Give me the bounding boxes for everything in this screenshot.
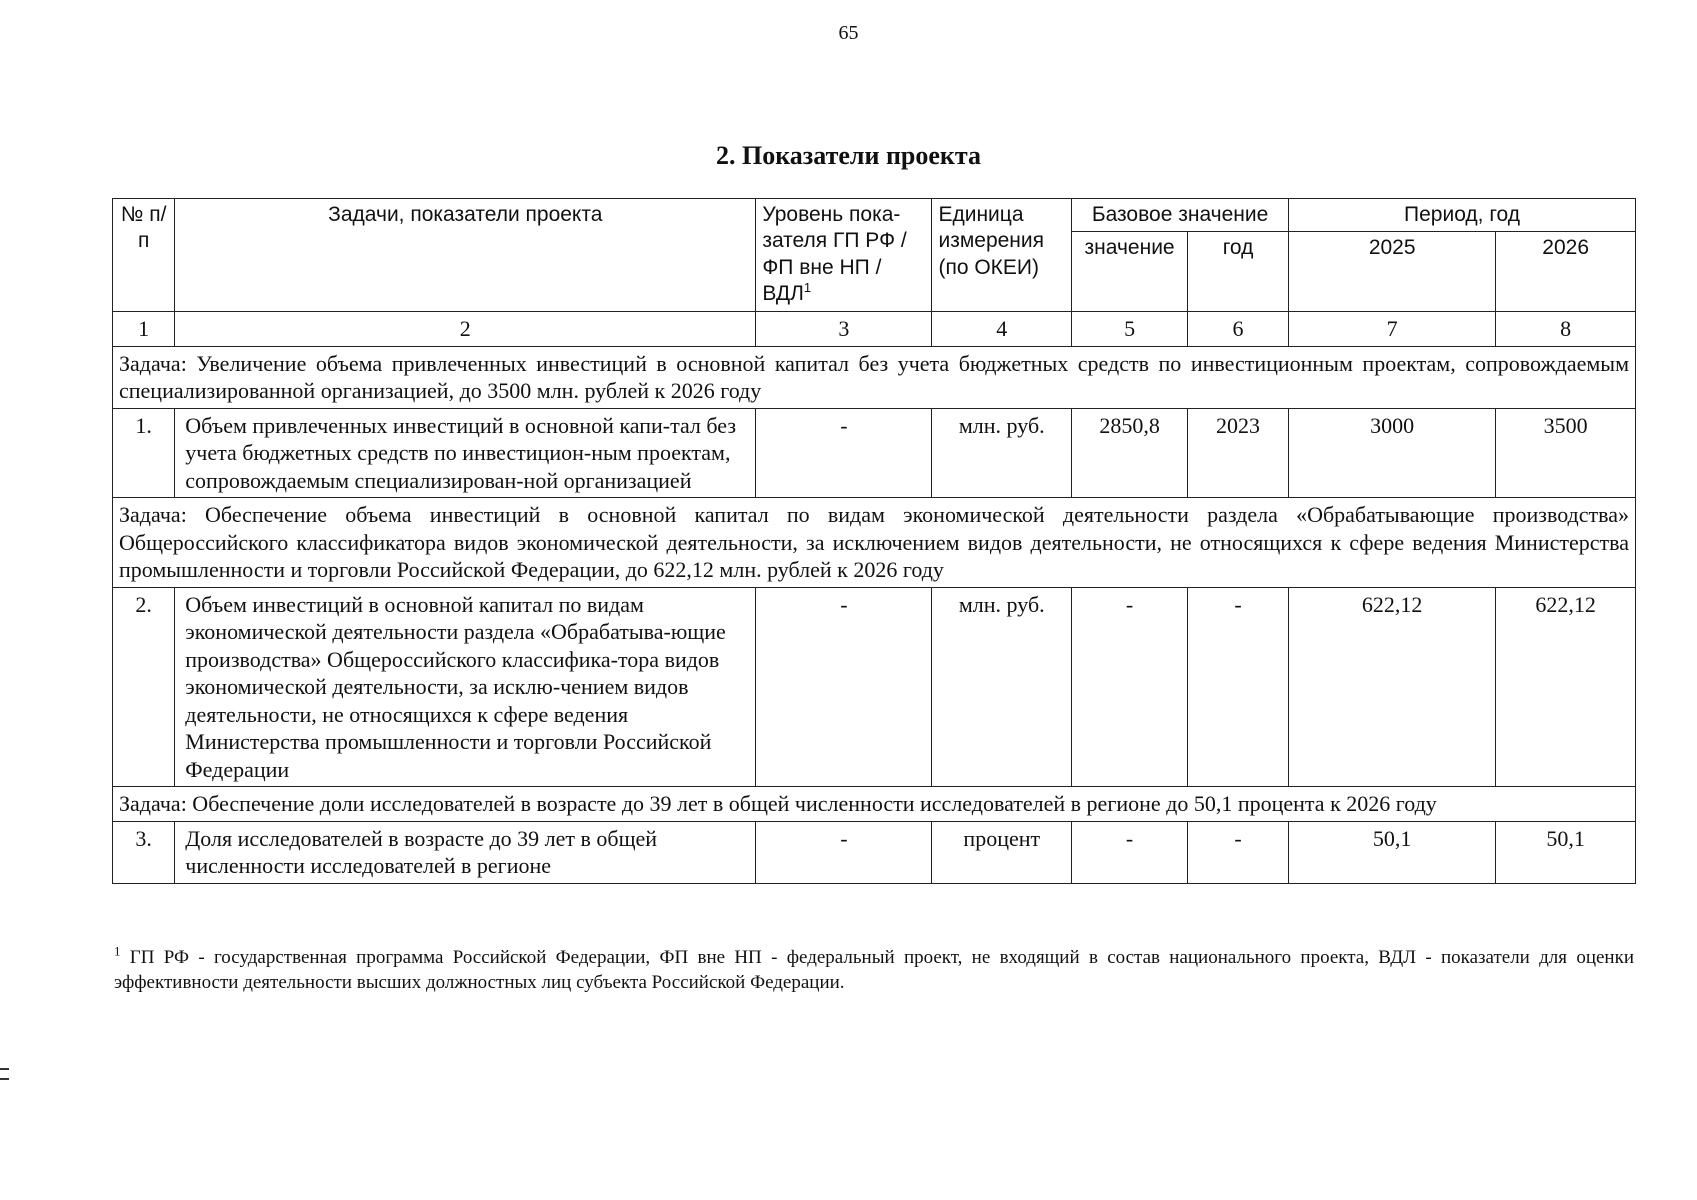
header-level-text: Уровень пока-зателя ГП РФ / ФП вне НП / ВДЛ bbox=[762, 203, 907, 305]
header-base: Базовое значение bbox=[1072, 199, 1289, 232]
column-number: 3 bbox=[756, 312, 932, 347]
indicator-num: 2. bbox=[113, 587, 175, 787]
footnote-marker: 1 bbox=[114, 943, 121, 959]
indicator-unit: млн. руб. bbox=[932, 408, 1072, 498]
header-unit: Единица измерения (по ОКЕИ) bbox=[932, 199, 1072, 312]
column-number: 4 bbox=[932, 312, 1072, 347]
indicator-num: 1. bbox=[113, 408, 175, 498]
indicator-value-2025: 50,1 bbox=[1289, 821, 1496, 883]
indicator-row bbox=[113, 587, 1636, 787]
footnote-text: ГП РФ - государственная программа Российской Федерации, ФП вне НП - федеральный проект, не входящий в состав национального проекта, ВДЛ - показатели для оценки эффективности деятельности высших должностных лиц субъекта Российской Федерации. bbox=[114, 947, 1634, 993]
task-text: Задача: Обеспечение доли исследователей в возрасте до 39 лет в общей численности исследователей в регионе до 50,1 процента к 2026 году bbox=[113, 787, 1636, 822]
indicator-level: - bbox=[756, 587, 932, 787]
indicator-level: - bbox=[756, 821, 932, 883]
header-level bbox=[756, 199, 932, 312]
indicator-row bbox=[113, 821, 1636, 883]
task-row bbox=[113, 787, 1636, 822]
header-period: Период, год bbox=[1289, 199, 1636, 232]
indicator-level: - bbox=[756, 408, 932, 498]
header-year-2026: 2026 bbox=[1496, 232, 1636, 312]
task-row bbox=[113, 346, 1636, 408]
indicator-value-2025: 622,12 bbox=[1289, 587, 1496, 787]
page-number: 65 bbox=[838, 22, 859, 44]
task-text: Задача: Обеспечение объема инвестиций в основной капитал по видам экономической деятельности раздела «Обрабатывающие производства» Общероссийского классификатора видов экономической деятельности, за исключением видов деятельности, не относящихся к сфере ведения Министерства промышленности и торговли Российской Федерации, до 622,12 млн. рублей к 2026 году bbox=[113, 498, 1636, 588]
footnote-ref: 1 bbox=[803, 279, 812, 295]
indicators-table bbox=[112, 198, 1636, 884]
indicator-name: Объем привлеченных инвестиций в основной капи-тал без учета бюджетных средств по инвестицион-ным проектам, сопровождаемым специализирован-ной организацией bbox=[175, 408, 756, 498]
column-number: 2 bbox=[175, 312, 756, 347]
header-base-value: значение bbox=[1072, 232, 1188, 312]
header-base-year: год bbox=[1188, 232, 1289, 312]
indicator-value-2026: 3500 bbox=[1496, 408, 1636, 498]
footnote bbox=[114, 943, 1634, 995]
indicator-value-2025: 3000 bbox=[1289, 408, 1496, 498]
indicator-base-value: - bbox=[1072, 587, 1188, 787]
column-number: 8 bbox=[1496, 312, 1636, 347]
indicator-base-value: 2850,8 bbox=[1072, 408, 1188, 498]
indicator-unit: процент bbox=[932, 821, 1072, 883]
indicator-base-year: - bbox=[1188, 587, 1289, 787]
task-text: Задача: Увеличение объема привлеченных инвестиций в основной капитал без учета бюджетных средств по инвестиционным проектам, сопровождаемым специализированной организацией, до 3500 млн. рублей к 2026 году bbox=[113, 346, 1636, 408]
task-row bbox=[113, 498, 1636, 588]
indicator-name: Доля исследователей в возрасте до 39 лет в общей численности исследователей в регионе bbox=[175, 821, 756, 883]
section-title: 2. Показатели проекта bbox=[715, 141, 981, 170]
header-num: № п/п bbox=[113, 199, 175, 312]
indicator-value-2026: 622,12 bbox=[1496, 587, 1636, 787]
indicator-num: 3. bbox=[113, 821, 175, 883]
column-number: 5 bbox=[1072, 312, 1188, 347]
indicator-base-year: - bbox=[1188, 821, 1289, 883]
column-number: 1 bbox=[113, 312, 175, 347]
header-tasks: Задачи, показатели проекта bbox=[175, 199, 756, 312]
indicator-value-2026: 50,1 bbox=[1496, 821, 1636, 883]
indicator-base-year: 2023 bbox=[1188, 408, 1289, 498]
margin-mark bbox=[0, 1068, 9, 1090]
indicator-unit: млн. руб. bbox=[932, 587, 1072, 787]
indicator-base-value: - bbox=[1072, 821, 1188, 883]
column-number: 6 bbox=[1188, 312, 1289, 347]
header-year-2025: 2025 bbox=[1289, 232, 1496, 312]
column-numbers-row bbox=[113, 312, 1636, 347]
column-number: 7 bbox=[1289, 312, 1496, 347]
indicator-name: Объем инвестиций в основной капитал по видам экономической деятельности раздела «Обрабатыва-ющие производства» Общероссийского классифика-тора видов экономической деятельности, за исклю-чением видов деятельности, не относящихся к сфере ведения Министерства промышленности и торговли Российской Федерации bbox=[175, 587, 756, 787]
indicator-row bbox=[113, 408, 1636, 498]
